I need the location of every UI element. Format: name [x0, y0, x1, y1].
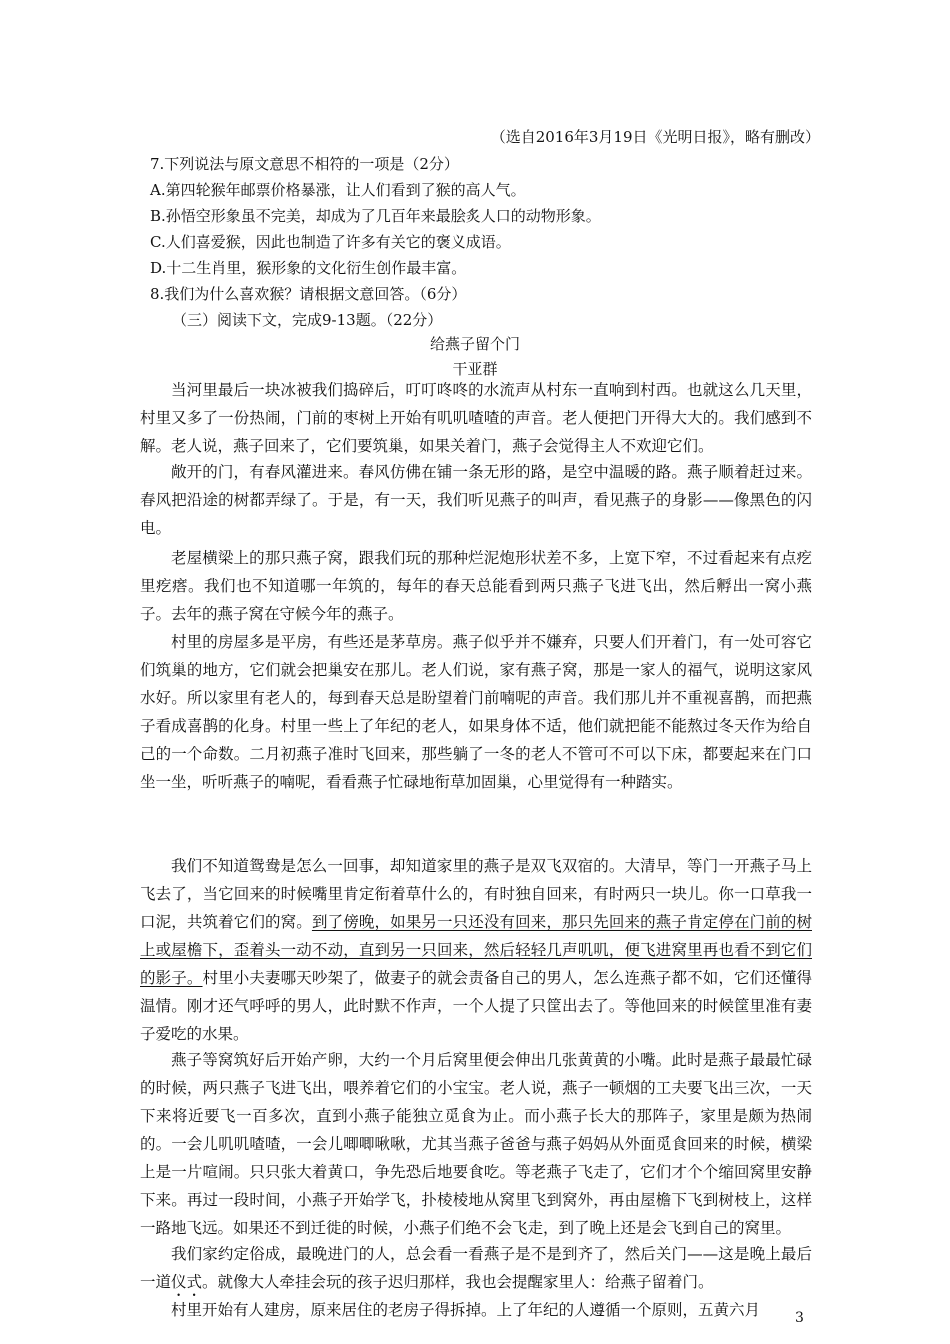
- paragraph-7-part-a: 我们家约定俗成，最晚进门的人，总会看一看燕子是不是到齐了，然后关门——这是晚上最后一道: [140, 1245, 812, 1291]
- paragraph-1: 当河里最后一块冰被我们捣碎后，叮叮咚咚的水流声从村东一直响到村西。也就这么几天里，村里又多了一份热闹，门前的枣树上开始有叽叽喳喳的声音。老人便把门开得大大的。我们感到不解。老人说，燕子回来了，它们要筑巢，如果关着门，燕子会觉得主人不欢迎它们。: [140, 381, 812, 455]
- question-7-option-d: D.十二生肖里，猴形象的文化衍生创作最丰富。: [150, 259, 467, 277]
- paragraph-2: 敞开的门，有春风灌进来。春风仿佛在铺一条无形的路，是空中温暖的路。燕子顺着赶过来。春风把沿途的树都弄绿了。于是，有一天，我们听见燕子的叫声，看见燕子的身影——像黑色的闪电。: [140, 463, 812, 537]
- article-title: 给燕子留个门: [429, 335, 520, 353]
- source-citation: （选自2016年3月19日《光明日报》，略有删改）: [490, 128, 820, 146]
- section-3-heading: （三）阅读下文，完成9-13题。（22分）: [172, 311, 443, 329]
- underlined-passage: 到了傍晚，如果另一只还没有回来，那只先回来的燕子肯定停在门前的树上或屋檐下，歪着头一动不动，直到另一只回来，然后轻轻几声叽叽，便飞进窝里再也看不到它们的影子。: [140, 913, 812, 987]
- paragraph-3: 老屋横梁上的那只燕子窝，跟我们玩的那种烂泥炮形状差不多，上宽下窄，不过看起来有点疙里疙瘩。我们也不知道哪一年筑的，每年的春天总能看到两只燕子飞进飞出，然后孵出一窝小燕子。去年的燕子窝在守候今年的燕子。: [140, 549, 812, 623]
- emphasized-word: 仪式: [171, 1273, 203, 1291]
- paragraph-5: [140, 852, 812, 1048]
- paragraph-4: 村里的房屋多是平房，有些还是茅草房。燕子似乎并不嫌弃，只要人们开着门，有一处可容它们筑巢的地方，它们就会把巢安在那儿。老人们说，家有燕子窝，那是一家人的福气，说明这家风水好。所以家里有老人的，每到春天总是盼望着门前喃呢的声音。我们那儿并不重视喜鹊，而把燕子看成喜鹊的化身。村里一些上了年纪的老人，如果身体不适，他们就把能不能熬过冬天作为给自己的一个命数。二月初燕子准时飞回来，那些躺了一冬的老人不管可不可以下床，都要起来在门口坐一坐，听听燕子的喃呢，看看燕子忙碌地衔草加固巢，心里觉得有一种踏实。: [140, 633, 812, 791]
- paragraph-7-part-b: 。就像大人牵挂会玩的孩子迟归那样，我也会提醒家里人：给燕子留着门。: [202, 1273, 714, 1291]
- paragraph-6: 燕子等窝筑好后开始产卵，大约一个月后窝里便会伸出几张黄黄的小嘴。此时是燕子最最忙碌的时候，两只燕子飞进飞出，喂养着它们的小宝宝。老人说，燕子一顿烟的工夫要飞出三次，一天下来将近要飞一百多次，直到小燕子能独立觅食为止。而小燕子长大的那阵子，家里是颇为热闹的。一会儿叽叽喳喳，一会儿唧唧啾啾，尤其当燕子爸爸与燕子妈妈从外面觅食回来的时候，横梁上是一片喧闹。只只张大着黄口，争先恐后地要食吃。等老燕子飞走了，它们才个个缩回窝里安静下来。再过一段时间，小燕子开始学飞，扑棱棱地从窝里飞到窝外，再由屋檐下飞到树枝上，这样一路地飞远。如果还不到迁徙的时候，小燕子们绝不会飞走，到了晚上还是会飞到自己的窝里。: [140, 1051, 812, 1237]
- question-7-option-b: B.孙悟空形象虽不完美，却成为了几百年来最脍炙人口的动物形象。: [150, 207, 601, 225]
- question-7-option-a: A.第四轮猴年邮票价格暴涨，让人们看到了猴的高人气。: [150, 181, 526, 199]
- page-number: 3: [795, 1310, 804, 1326]
- question-7: 7.下列说法与原文意思不相符的一项是（2分）: [150, 155, 459, 173]
- question-8: 8.我们为什么喜欢猴？请根据文意回答。（6分）: [150, 285, 467, 303]
- question-7-option-c: C.人们喜爱猴，因此也制造了许多有关它的褒义成语。: [150, 233, 511, 251]
- article-author: 干亚群: [452, 360, 498, 378]
- paragraph-5-part-a: 我们不知道鸳鸯是怎么一回事，却知道家里的燕子是双飞双宿的。大清早，等门一开燕子马上飞去了，当它回来的时候嘴里肯定衔着草什么的，有时独自回来，有时两只一块儿。你一口草我一口泥，共筑着它们的窝。: [140, 857, 812, 931]
- paragraph-5-part-b: 村里小夫妻哪天吵架了，做妻子的就会责备自己的男人，怎么连燕子都不如，它们还懂得温情。刚才还气呼呼的男人，此时默不作声，一个人提了只筐出去了。等他回来的时候筐里准有妻子爱吃的水果。: [140, 969, 812, 1043]
- paragraph-8: 村里开始有人建房，原来居住的老房子得拆掉。上了年纪的人遵循一个原则，五黄六月: [171, 1301, 761, 1319]
- paragraph-7: [140, 1240, 812, 1300]
